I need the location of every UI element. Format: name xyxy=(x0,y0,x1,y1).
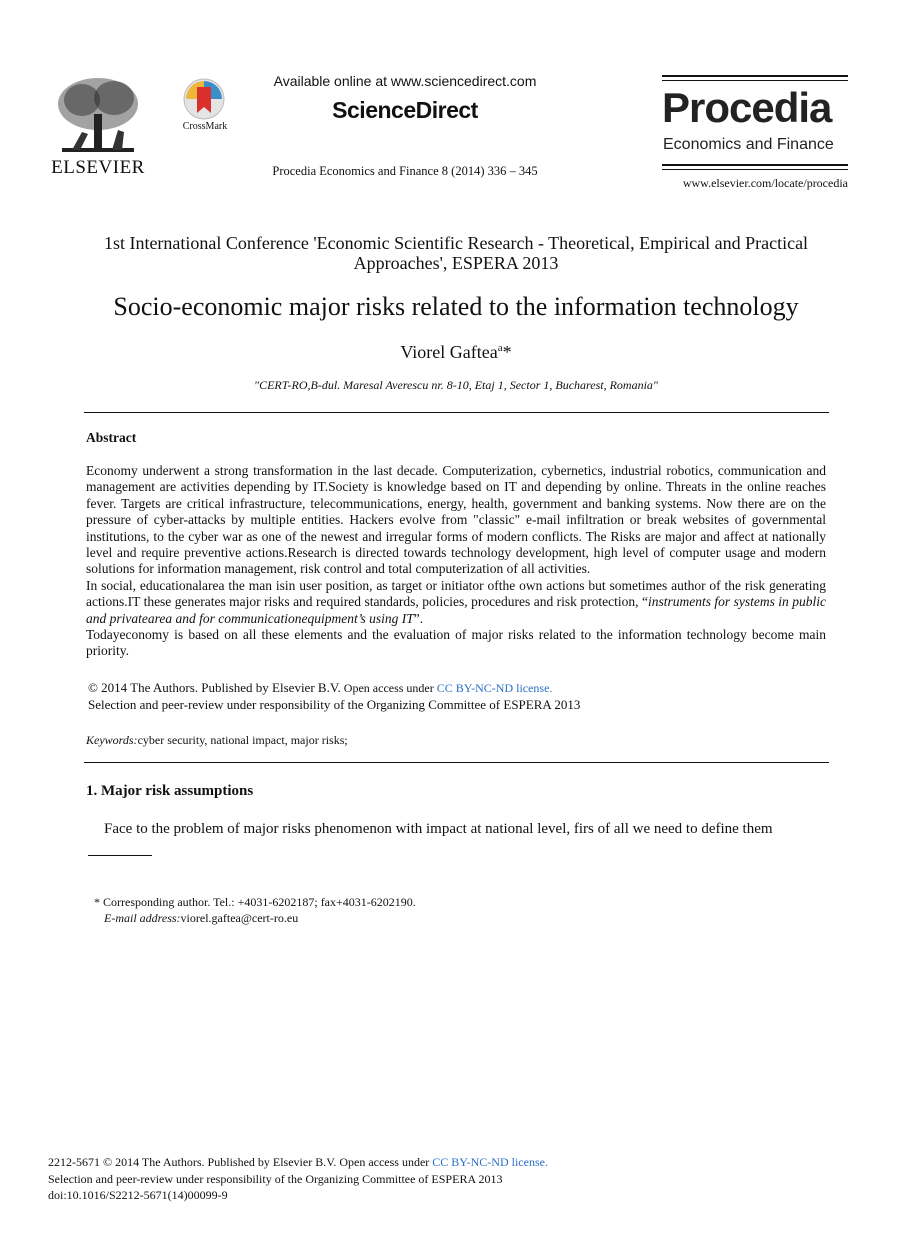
elsevier-wordmark: ELSEVIER xyxy=(51,157,145,178)
bottom-line-1 xyxy=(48,1154,868,1171)
author-name: Viorel Gaftea xyxy=(400,342,498,362)
keywords xyxy=(86,733,348,748)
procedia-subtitle: Economics and Finance xyxy=(663,136,834,153)
section-body-text: Face to the problem of major risks phenomenon with impact at national level, firs of all we need to define them xyxy=(104,821,773,837)
abstract-paragraph-3: Todayeconomy is based on all these elements and the evaluation of major risks related to the information technology become main priority. xyxy=(86,627,826,659)
abstract-paragraph-1: Economy underwent a strong transformation in the last decade. Computerization, cybernetics, industrial robotics, communication and management are activities depending by IT.Society is knowledge based on IT and depending by online. Threats in the online reaches fever. Targets are critical infrastructure, telecommunications, energy, health, government and banking systems. Now there are on the pressure of cyber-attacks by multiple entities. Hackers evolve from "classic" e-mail infiltration or break websites of governmental institutions, to the cyber war as one of the newest and irregular forms of modern conflicts. The Risks are major and affect at nationally level and require preventive actions.Research is directed towards technology development, high level of computer usage and modern solutions for information management, risk control and total computerization of all activities. xyxy=(86,463,826,577)
email-address[interactable]: viorel.gaftea@cert-ro.eu xyxy=(180,911,299,925)
author-affiliation-mark: a xyxy=(497,342,503,354)
procedia-title: Procedia xyxy=(662,84,832,131)
elsevier-tree-logo xyxy=(52,74,144,156)
copyright-text: © 2014 The Authors. Published by Elsevier B.V. xyxy=(88,680,341,695)
author xyxy=(40,342,872,363)
conference-name xyxy=(70,233,842,273)
conference-line-1: 1st International Conference 'Economic Scientific Research - Theoretical, Empirical and Practical xyxy=(103,233,809,253)
open-access-text: Open access under xyxy=(340,681,437,695)
section-heading: 1. Major risk assumptions xyxy=(86,783,254,799)
keywords-value: cyber security, national impact, major risks; xyxy=(137,733,348,747)
journal-reference: Procedia Economics and Finance 8 (2014) 336 – 345 xyxy=(272,164,538,178)
crossmark-label: CrossMark xyxy=(182,121,228,132)
abstract-body xyxy=(86,463,826,660)
copyright-block xyxy=(88,680,828,713)
affiliation: "CERT-RO,B-dul. Maresal Averescu nr. 8-10, Etaj 1, Sector 1, Bucharest, Romania" xyxy=(254,378,658,392)
divider-bottom xyxy=(84,762,829,763)
keywords-label: Keywords: xyxy=(86,733,138,747)
doi[interactable]: doi:10.1016/S2212-5671(14)00099-9 xyxy=(48,1188,228,1202)
available-online-text: Available online at www.sciencedirect.com xyxy=(273,73,537,89)
bottom-line-2: Selection and peer-review under responsibility of the Organizing Committee of ESPERA 2013 xyxy=(48,1171,503,1186)
procedia-rule-bottom xyxy=(662,164,848,166)
bottom-license-link[interactable]: CC BY-NC-ND license. xyxy=(432,1155,548,1169)
paper-title: Socio-economic major risks related to the information technology xyxy=(113,292,799,321)
procedia-rule-bottom-thin xyxy=(662,169,848,170)
footnote-email xyxy=(104,911,298,926)
abstract-heading: Abstract xyxy=(86,430,137,445)
abstract-p2-start: In social, educationalarea the man isin user position, as target or initiator ofthe own actions but sometimes author of the risk generating actions.IT these generates major risks and required standards, policies, procedures and risk protection, “ xyxy=(86,577,826,610)
email-label: E-mail address: xyxy=(104,911,181,925)
procedia-rule-top-thin xyxy=(662,80,848,81)
abstract-paragraph-2 xyxy=(86,578,826,627)
copyright-line-1 xyxy=(88,680,828,697)
divider-top xyxy=(84,412,829,413)
procedia-rule-top xyxy=(662,75,848,77)
license-link[interactable]: CC BY-NC-ND license. xyxy=(436,681,553,695)
sciencedirect-logo: ScienceDirect xyxy=(332,97,478,123)
issn-copyright: 2212-5671 © 2014 The Authors. Published by Elsevier B.V. Open access under xyxy=(48,1155,433,1169)
procedia-url[interactable]: www.elsevier.com/locate/procedia xyxy=(682,176,848,190)
conference-line-2: Approaches', ESPERA 2013 xyxy=(353,253,559,273)
corresponding-mark: * xyxy=(502,342,512,362)
footnote-corresponding: * Corresponding author. Tel.: +4031-6202187; fax+4031-6202190. xyxy=(94,895,416,909)
footnote-rule xyxy=(88,855,152,856)
crossmark-icon[interactable] xyxy=(180,77,228,121)
bottom-info xyxy=(48,1154,868,1204)
abstract-p2-end: ”. xyxy=(413,610,424,626)
copyright-line-2: Selection and peer-review under responsibility of the Organizing Committee of ESPERA 2013 xyxy=(88,696,581,712)
abstract-p2-italic: instruments for systems in public and privatearea and for communicationequipment’s using IT xyxy=(86,594,826,626)
